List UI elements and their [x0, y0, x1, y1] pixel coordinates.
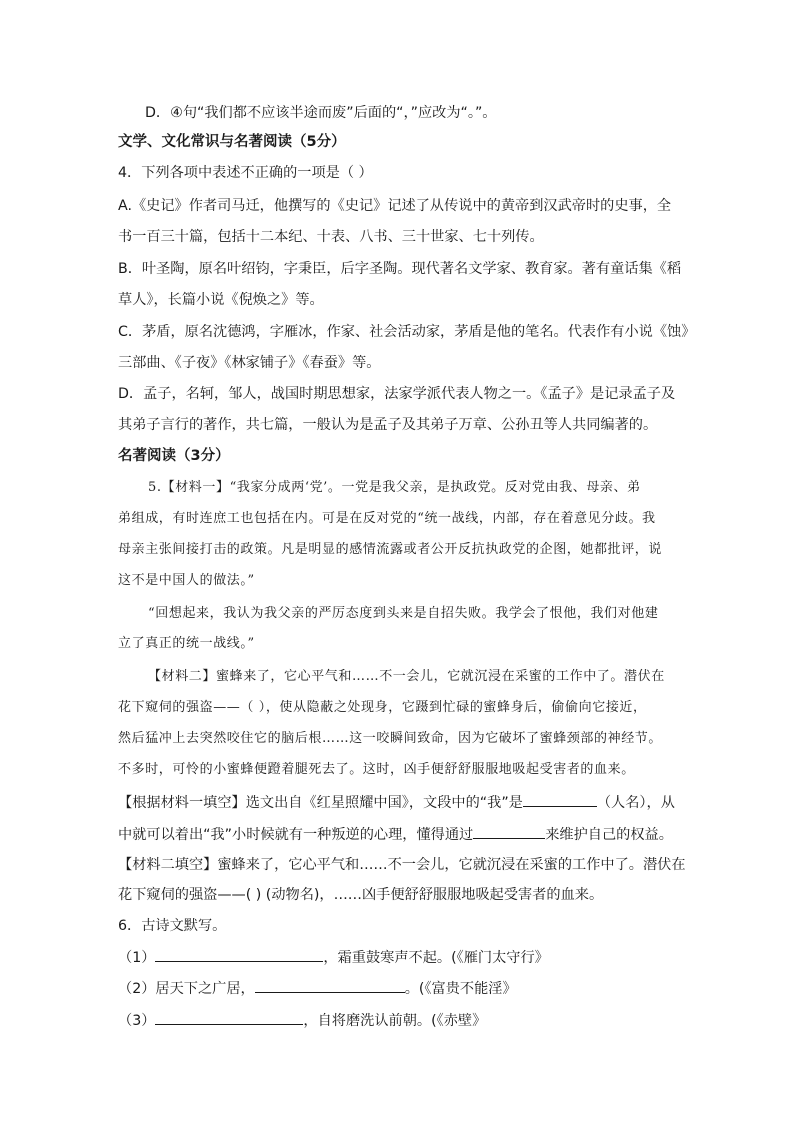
material-1-line5: “回想起来，我认为我父亲的严厉态度到头来是自招失败。我学会了恨他，我们对他建 — [148, 606, 659, 621]
answer-blank-person-name[interactable] — [523, 792, 597, 807]
answer-blank-poem-2[interactable] — [255, 978, 405, 993]
poem-line-1-text: ，霜重鼓寒声不起。(《雁门太守行》 — [323, 950, 549, 966]
material-1-line2: 弟组成，有时连庶工也包括在内。可是在反对党的“统一战线，内部，存在着意见分歧。我 — [118, 511, 656, 526]
poem-line-1-number: （1） — [118, 950, 156, 966]
poem-line-3 — [118, 1010, 486, 1031]
fill-material-1-line1 — [118, 792, 675, 813]
material-2-line3: 然后猛冲上去突然咬住它的脑后根……这一咬瞬间致命，因为它破坏了蜜蜂颈部的神经节。 — [118, 731, 663, 746]
section-heading-literature: 文学、文化常识与名著阅读（5分） — [118, 134, 346, 150]
question-6-stem: 6．古诗文默写。 — [118, 918, 227, 934]
answer-blank-method[interactable] — [473, 824, 545, 839]
material-1-line6: 立了真正的统一战线。” — [118, 636, 255, 651]
fill-material-1-text-c: 中就可以着出“我”小时候就有一种叛逆的心理，懂得通过 — [118, 827, 474, 843]
material-2-line4: 不多时，可怜的小蜜蜂便蹬着腿死去了。这时，凶手便舒舒服服地吸起受害者的血来。 — [118, 762, 635, 777]
poem-line-1 — [118, 947, 549, 968]
material-1-line1: 5.【材料一】“我家分成两‘党’。一党是我父亲，是执政党。反对党由我、母亲、弟 — [148, 480, 641, 495]
question-4-stem: 4．下列各项中表述不正确的一项是（ ） — [118, 165, 373, 181]
question-4-option-b-line2: 草人》，长篇小说《倪焕之》等。 — [118, 292, 324, 308]
question-4-option-a-line2: 书一百三十篇，包括十二本纪、十表、八书、三十世家、七十列传。 — [118, 229, 544, 245]
fill-material-1-text-d: 来维护自己的权益。 — [545, 827, 673, 843]
question-4-option-d-line2: 其弟子言行的著作，共七篇，一般认为是孟子及其弟子万章、公孙丑等人共同编著的。 — [118, 417, 658, 433]
fill-material-1-text-b: （人名），从 — [596, 795, 675, 811]
question-4-option-a-line1: A.《史记》作者司马迁，他撰写的《史记》记述了从传说中的黄帝到汉武帝时的史事，全 — [118, 198, 672, 214]
poem-line-3-text: ，自将磨洗认前朝。(《赤壁》 — [303, 1013, 487, 1029]
question-4-option-d-line1: D．孟子，名轲，邹人，战国时期思想家，法家学派代表人物之一。《孟子》是记录孟子及 — [118, 386, 676, 402]
question-4-option-c-line2: 三部曲、《子夜》《林家铺子》《春蚕》等。 — [118, 355, 381, 371]
material-1-line4: 这不是中国人的做法。” — [118, 573, 255, 588]
question-4-option-c-line1: C．茅盾，原名沈德鸿，字雁冰，作家、社会活动家，茅盾是他的笔名。代表作有小说《蚀》 — [118, 324, 696, 340]
section-heading-classics: 名著阅读（3分） — [118, 448, 230, 464]
answer-blank-poem-3[interactable] — [155, 1010, 303, 1025]
option-d-previous: D．④句“我们都不应该半途而废”后面的“，”应改为“。”。 — [145, 105, 497, 121]
question-4-option-b-line1: B．叶圣陶，原名叶绍钧，字秉臣，后字圣陶。现代著名文学家、教育家。著有童话集《稻 — [118, 261, 682, 277]
poem-line-3-number: （3） — [118, 1013, 156, 1029]
answer-blank-poem-1[interactable] — [155, 947, 323, 962]
material-1-line3: 母亲主张间接打击的政策。凡是明显的感情流露或者公开反抗执政党的企图，她都批评，说 — [118, 542, 663, 557]
material-2-line2: 花下窥伺的强盗——（ ），使从隐蔽之处现身，它蹑到忙碌的蜜蜂身后，偷偷向它接近， — [118, 700, 647, 715]
fill-material-2-line2: 花下窥伺的强盗——( ) (动物名)，……凶手便舒舒服服地吸起受害者的血来。 — [118, 887, 604, 903]
fill-material-1-text-a: 【根据材料一填空】选文出自《红星照耀中国》，文段中的“我”是 — [118, 795, 523, 811]
material-2-line1: 【材料二】蜜蜂来了，它心平气和……不一会儿，它就沉浸在采蜜的工作中了。潜伏在 — [148, 669, 665, 684]
fill-material-1-line2 — [118, 824, 673, 845]
fill-material-2-line1: 【材料二填空】蜜蜂来了，它心平气和……不一会儿，它就沉浸在采蜜的工作中了。潜伏在 — [118, 857, 686, 873]
poem-line-2-text: 。(《富贵不能淫》 — [404, 981, 517, 997]
poem-line-2 — [118, 978, 517, 999]
poem-line-2-text-a: （2）居天下之广居， — [118, 981, 255, 997]
